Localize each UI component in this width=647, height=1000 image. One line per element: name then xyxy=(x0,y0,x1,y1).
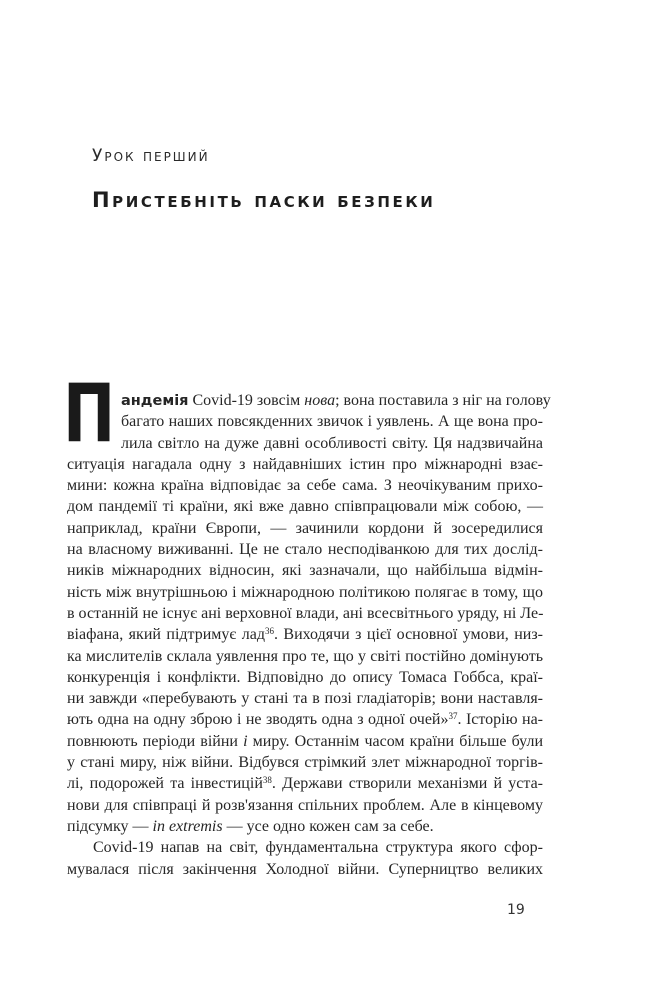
text-segment: . Держави створили механізми й уста- xyxy=(271,775,543,793)
text-line xyxy=(67,688,543,709)
text-line xyxy=(67,582,543,603)
text-segment: лила світло на дуже давні особливості світу. Ця надзвичайна xyxy=(121,434,543,452)
text-line xyxy=(67,454,543,475)
text-line xyxy=(67,731,543,752)
text-segment: дом пандемії ті країни, які вже давно співпрацювали між собою, — xyxy=(67,498,543,516)
text-segment: ність між внутрішньою і міжнародною політикою полягає в тому, що xyxy=(67,583,543,601)
text-segment: лі, подорожей та інвестицій xyxy=(67,775,263,793)
text-line xyxy=(121,390,551,411)
text-line xyxy=(67,603,543,624)
text-segment: мувалася після закінчення Холодної війни. Суперництво великих xyxy=(67,860,543,878)
text-segment: конкуренція і конфлікти. Відповідно до опису Томаса Гоббса, краї- xyxy=(67,668,543,686)
text-segment: мини: кожна країна відповідає за себе сама. З неочікуваним прихо- xyxy=(67,477,543,495)
text-segment: ни завжди «перебувають у стані та в позі гладіаторів; вони наставля- xyxy=(67,690,543,708)
text-line xyxy=(121,433,543,454)
text-line xyxy=(67,773,543,794)
text-segment: . Виходячи з цієї основної умови, низ- xyxy=(273,626,544,644)
text-segment: підсумку — xyxy=(67,817,153,835)
text-segment: . Історію на- xyxy=(457,711,544,729)
drop-cap: П xyxy=(63,367,116,460)
text-segment: нови для співпраці й розв'язання спільних проблем. Але в кінцевому xyxy=(67,796,543,814)
text-segment: у стані миру, ніж війни. Відбувся стрімкий злет міжнародної торгів- xyxy=(67,754,543,772)
text-segment: Covid-19 напав на світ, фундаментальна структура якого сфор- xyxy=(93,839,543,857)
chapter-label: Урок перший xyxy=(92,146,210,166)
text-segment: Covid-19 зовсім xyxy=(188,392,305,409)
text-line xyxy=(67,496,543,517)
text-line xyxy=(67,859,543,880)
text-segment: на власному виживанні. Це не стало несподіванкою для тих дослід- xyxy=(67,541,543,559)
lead-word: андемія xyxy=(121,393,189,409)
text-segment: наприклад, країни Європи, — зачинили кордони й зосередилися xyxy=(67,519,543,537)
text-line xyxy=(67,646,543,667)
text-segment: в останній не існує ані верховної влади, ані всесвітнього уряду, ні Ле- xyxy=(67,604,544,622)
body-text xyxy=(67,390,551,880)
text-line xyxy=(67,624,543,645)
emphasis: in extremis xyxy=(152,817,223,835)
text-segment: ; вона поставила з ніг на голову xyxy=(335,392,551,409)
text-segment: повнюють періоди війни xyxy=(67,732,244,750)
text-line xyxy=(67,539,543,560)
page-number: 19 xyxy=(507,902,525,918)
text-segment: миру. Останнім часом країни більше були xyxy=(247,732,544,750)
text-segment: ників міжнародних відносин, які зазначали, що найбільша відмін- xyxy=(67,562,543,580)
text-line xyxy=(121,411,543,432)
text-segment: ситуація нагадала одну з найдавніших істин про міжнародні взає- xyxy=(67,455,543,473)
text-line xyxy=(67,518,543,539)
text-line xyxy=(67,560,543,581)
text-line xyxy=(67,752,543,773)
text-segment: ють одна на одну зброю і не зводять одна з одної очей» xyxy=(67,711,449,729)
text-line xyxy=(67,667,543,688)
text-line xyxy=(67,795,543,816)
text-segment: багато наших повсякденних звичок і уявлень. А ще вона про- xyxy=(121,413,543,431)
emphasis: нова xyxy=(304,392,336,409)
text-line xyxy=(67,709,543,730)
text-segment: віафана, який підтримує лад xyxy=(67,626,265,644)
text-line xyxy=(67,837,543,858)
text-segment: ка мислителів склала уявлення про те, що у світі постійно домінують xyxy=(67,647,543,665)
text-line xyxy=(67,816,543,837)
emphasis: і xyxy=(243,732,248,750)
text-segment: — усе одно кожен сам за себе. xyxy=(222,817,434,835)
text-line xyxy=(67,475,543,496)
chapter-title: Пристебніть паски безпеки xyxy=(92,188,436,212)
footnote-ref: 38 xyxy=(262,775,272,786)
footnote-ref: 37 xyxy=(448,711,458,722)
footnote-ref: 36 xyxy=(264,626,274,637)
